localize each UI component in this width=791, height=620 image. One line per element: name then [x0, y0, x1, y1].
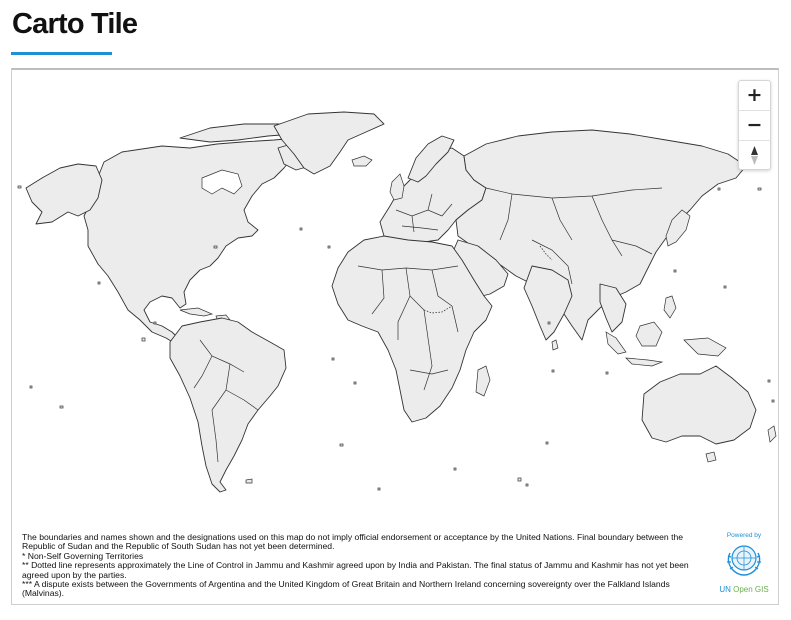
- compass-button[interactable]: [739, 141, 770, 170]
- falkland-islands: [246, 479, 252, 483]
- un-emblem-icon: [723, 539, 765, 579]
- madagascar: [476, 366, 490, 396]
- java: [626, 358, 662, 366]
- sri-lanka: [552, 340, 558, 350]
- open-gis-label: Open GIS: [733, 585, 769, 594]
- new-guinea: [684, 338, 726, 356]
- disclaimer-nsgt: * Non-Self Governing Territories: [22, 550, 144, 561]
- zoom-control: [738, 80, 771, 170]
- borneo: [636, 322, 662, 346]
- page-title: Carto Tile: [12, 8, 138, 40]
- powered-by-un-open-gis[interactable]: [714, 532, 774, 594]
- sumatra: [606, 332, 626, 354]
- south-america: [170, 318, 286, 492]
- title-underline: [11, 52, 112, 55]
- disclaimer-falklands: *** A dispute exists between the Governments of Argentina and the United Kingdom of Great Britain and Northern Ireland concerning sovereignty over the Falkland Islands (Malvinas).: [22, 579, 670, 599]
- compass-icon: [739, 141, 770, 170]
- un-open-gis-name: [714, 585, 774, 594]
- new-zealand: [768, 426, 776, 442]
- philippines: [664, 296, 676, 318]
- zoom-in-button[interactable]: +: [739, 81, 770, 111]
- zoom-out-button[interactable]: −: [739, 111, 770, 141]
- world-map[interactable]: [12, 70, 778, 605]
- tasmania: [706, 452, 716, 462]
- un-label: UN: [719, 585, 731, 594]
- powered-by-label: Powered by: [726, 532, 762, 539]
- asia: [456, 130, 746, 340]
- disclaimer-main: The boundaries and names shown and the designations used on this map do not imply official endorsement or acceptance by the United Nations. Final boundary between the Republic of Sudan and the Republic of South Sudan has not yet been determined.: [22, 532, 684, 552]
- cuba: [180, 308, 212, 316]
- australia: [642, 366, 756, 444]
- map-disclaimer: [22, 533, 714, 599]
- disclaimer-kashmir: ** Dotted line represents approximately the Line of Control in Jammu and Kashmir agreed upon by India and Pakistan. The final status of Jammu and Kashmir has not yet been agreed upon by the parties.: [22, 560, 689, 580]
- iceland: [352, 156, 372, 166]
- map-container[interactable]: [11, 68, 779, 605]
- great-britain: [390, 174, 404, 200]
